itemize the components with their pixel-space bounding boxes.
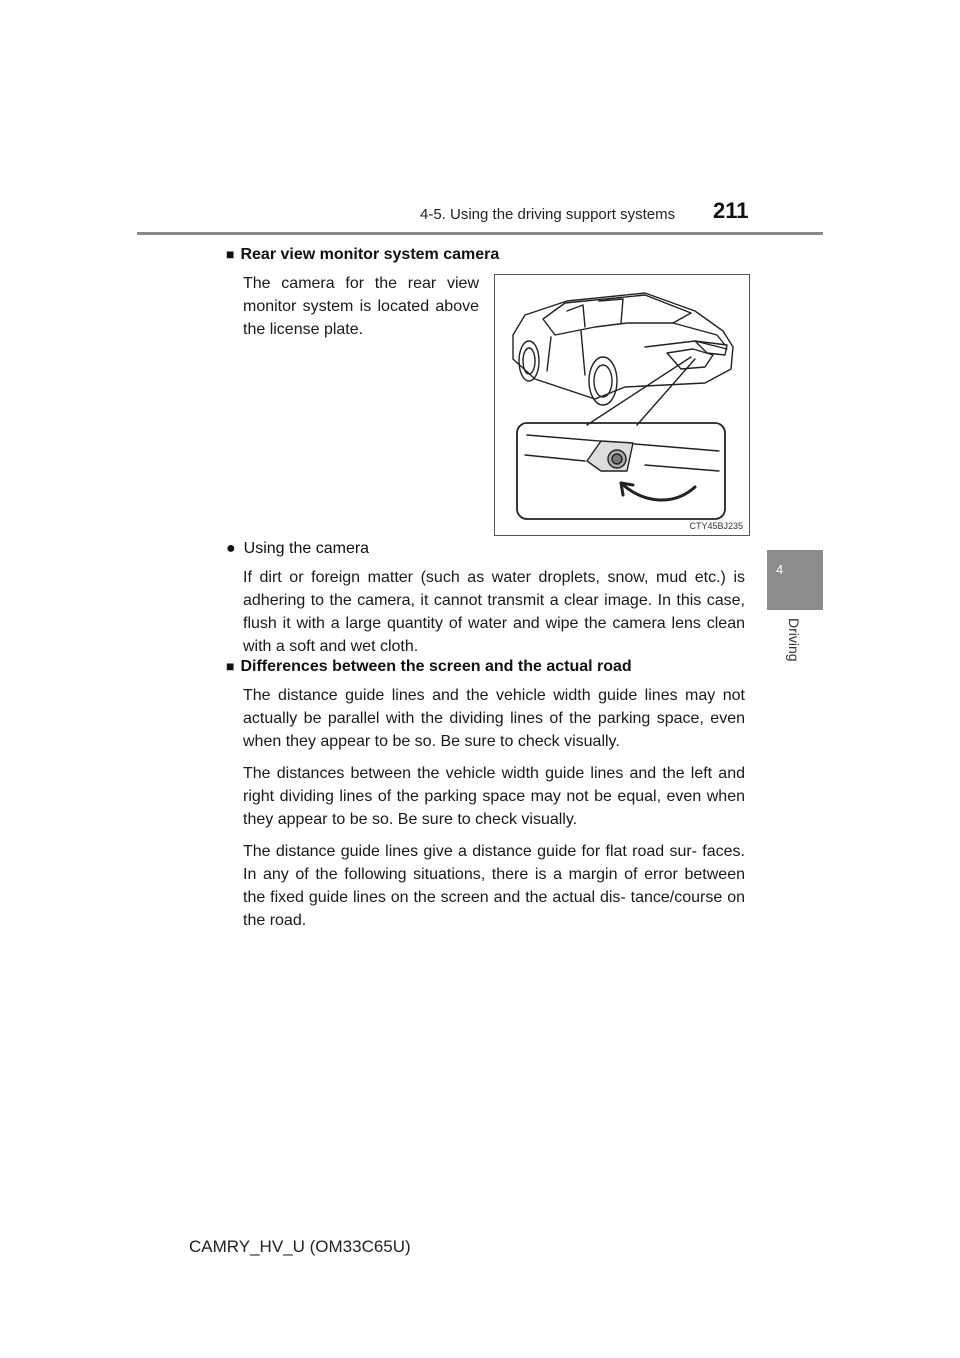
- bullet-label: Using the camera: [243, 540, 370, 557]
- header-divider: [137, 232, 823, 235]
- bullet-marker: ●: [226, 540, 236, 557]
- heading-marker: ■: [226, 246, 235, 262]
- heading-text: Rear view monitor system camera: [240, 246, 500, 263]
- running-header-section: 4-5. Using the driving support systems: [420, 206, 676, 223]
- chapter-title: Driving: [786, 618, 802, 662]
- bullet-using-camera: [226, 540, 369, 558]
- section-heading-camera: [226, 246, 499, 264]
- differences-paragraph-2: The distances between the vehicle width guide lines and the left and right dividing lines of the parking space may not be equal, even when they appear to be so. Be sure to check visually.: [243, 765, 745, 828]
- chapter-tab: [767, 550, 823, 610]
- figure-code: CTY45BJ235: [689, 521, 743, 531]
- camera-intro-text: The camera for the rear view monitor system is located above the license plate.: [243, 275, 479, 338]
- page-number: 211: [713, 198, 749, 223]
- section-heading-differences: [226, 658, 632, 676]
- heading-text: Differences between the screen and the actual road: [240, 658, 632, 675]
- car-rear-illustration: [495, 275, 751, 537]
- differences-paragraph-1: The distance guide lines and the vehicle width guide lines may not actually be parallel with the dividing lines of the parking space, even when they appear to be so. Be sure to check visually.: [243, 687, 745, 750]
- using-camera-text: If dirt or foreign matter (such as water droplets, snow, mud etc.) is adhering to the camera, it cannot transmit a clear image. In this case, flush it with a large quantity of water and wipe the camera lens clean with a soft and wet cloth.: [243, 569, 745, 655]
- footer-model-code: CAMRY_HV_U (OM33C65U): [189, 1237, 411, 1256]
- differences-paragraph-3: The distance guide lines give a distance guide for flat road sur- faces. In any of the following situations, there is a margin of error between the fixed guide lines on the screen and the actual dis- tance/course on the road.: [243, 843, 745, 929]
- chapter-number: 4: [776, 562, 784, 577]
- camera-location-figure: [494, 274, 750, 536]
- heading-marker: ■: [226, 658, 235, 674]
